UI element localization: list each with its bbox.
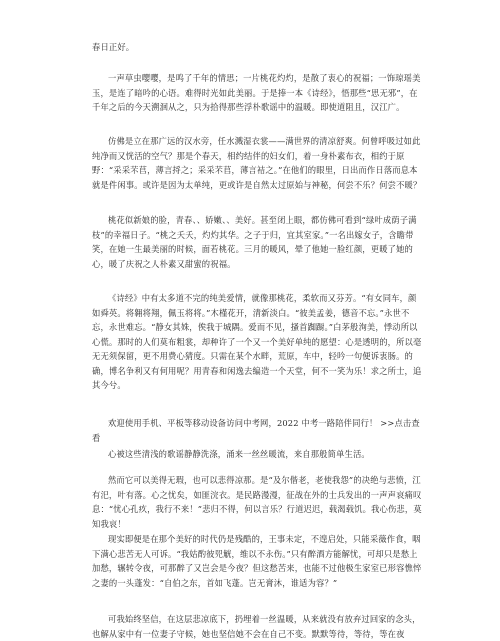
- paragraph-3: 桃花似新娘的脸，青春、、娇嫩、、美好。甚至闭上眼，都仿佛可看到“绿叶成荫子满枝”的幸福日子。“桃之夭夭，灼灼其华。之子于归，宜其室家。”一名出嫁女子，含瞻带笑，在她一生最美丽的时候，面若桃花。三月的暖风，晕了他她一脸红颜，更暖了她的心，暖了庆祝之人朴素又甜蜜的祝福。: [92, 215, 417, 269]
- paragraph-1: 一声草虫嘤嘤，是鸣了千年的情思；一片桃花灼灼，是散了衷心的祝福；一饰琼瑶美玉，是连了暗吟的心语。难得时光如此美丽。于是捧一本《诗经》，悟那些“思无邪”，在千年之后的今天溯洄从之，只为拾得那些浮朴歌谣中的温暖。即使道阻且，汉江广。: [92, 73, 421, 112]
- paragraph-7: 现实即便是在那个美好的时代仍是残酷的，王事未定，不遑启处，只能采薇作食，咽下满心悲苦无人可诉。“我姑酌彼兕觥，维以不永伤。”只有醉酒方能解忧，可却只是愁上加愁，辗转令夜，可那醉了又岂会是今夜？但这愁苦来，也能不过他极生家室已形容憔悴之妻的一头蓬发：“自伯之东，首如飞蓬。岂无膏沐，谁适为容？”: [92, 534, 422, 588]
- paragraph-4: 《诗经》中有太多道不完的纯美爱情，就像那桃花，柔软而又芬芳。“有女同车，颜如舜英。将翱将翔，佩玉将将。”木槿花开，清新淡白。“彼美孟姜，德音不忘。”永世不忘，永世难忘。“静女其姝，俟我于城隅。爱而不见，搔首踟蹰。”白茅般洵美，悸动所以心慌。那时的人们莫布粗裳，却种许了一个又一个美好单纯的愿望：心是透明的，所以毫无无须保留，更不用费心猜度。只需在某个水畔，荒原，车中，轻吟一句便诉衷肠。的确，博名争利又有何用呢？用青春和闲逸去编造一个天堂，何不一笑为乐！求之所士，追其今兮。: [92, 293, 422, 390]
- paragraph-opening: 春日正好。: [92, 42, 135, 52]
- promo-link-text[interactable]: 欢迎使用手机、平板等移动设备访问中考网，2022 中考一路陪伴同行！ >>点击查看: [92, 418, 420, 443]
- paragraph-5: 心被这些清浅的歌谣静静洗涤，涌来一丝丝暖流，来自那般简单生活。: [108, 449, 370, 459]
- paragraph-6: 然而它可以美得无瑕，也可以悲得凉那。是“及尔偕老，老使我怨”的决绝与悲愤，江有汜，叶有落。心之忧矣，如匪浣衣。是民路漫漫，征战在外的士兵发出的一声声哀痛叹息：“忧心孔疚，我行不来！”悲归不得，何以言乐？行道迟迟，载渴载饥。我心伤悲，莫知我哀！: [92, 475, 422, 529]
- paragraph-2: 仿佛是立在那广远的汉水旁，任水溅湿衣裳——满世界的清凉舒爽。何曾呼吸过如此纯净而又恍活的空气？那是个春天，相约结伴的妇女们，着一身朴素布衣，相约于原野：“采采芣苢，薄言捋之；采采芣苢，薄言袺之。”在他们的眼里，日出而作日落而息本就是件闲事。或许是因为太单纯，更或许是自然太过原始与神秘，何尝不乐？何尝不暖？: [92, 136, 422, 190]
- paragraph-8: 可我始终坚信，在这层悲凉底下，扔埋着一丝温暖，从来就没有放弃过回家的念头，也解从家中有一位妻子守候，她也坚信她不会在自己不变。默默等待，等待，等在夜: [92, 614, 421, 639]
